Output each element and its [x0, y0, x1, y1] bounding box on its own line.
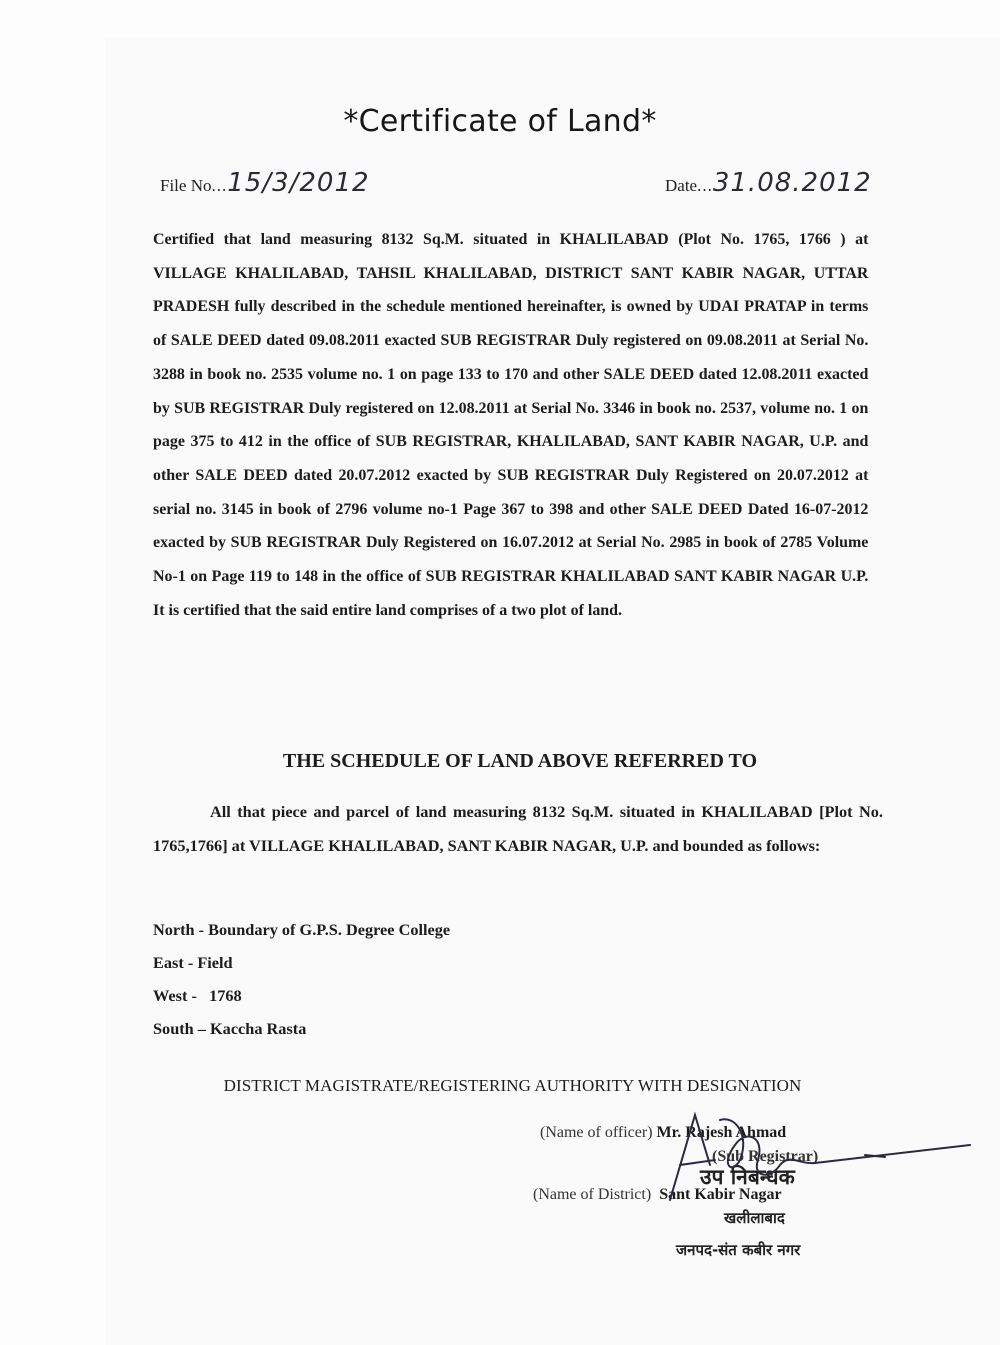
- file-number-dots: ...: [211, 176, 228, 195]
- stamp-district: जनपद-संत कबीर नगर: [676, 1241, 801, 1259]
- officer-label: (Name of officer): [540, 1124, 653, 1141]
- file-number-field: [160, 168, 370, 198]
- date-label: Date: [665, 176, 698, 195]
- district-label: (Name of District): [533, 1186, 652, 1203]
- boundary-direction: West: [153, 986, 188, 1005]
- authority-heading: DISTRICT MAGISTRATE/REGISTERING AUTHORITY WITH DESIGNATION: [223, 1076, 802, 1095]
- boundary-direction: South: [153, 1019, 194, 1038]
- boundary-north: [153, 916, 450, 949]
- boundary-value: Boundary of G.P.S. Degree College: [208, 920, 451, 939]
- boundary-separator: -: [194, 920, 209, 939]
- boundary-value: Field: [197, 953, 233, 972]
- stamp-title: उप निबन्धक: [700, 1165, 795, 1189]
- file-number-label: File No: [160, 176, 212, 195]
- boundary-separator: –: [193, 1019, 211, 1038]
- boundary-west: [153, 982, 450, 1015]
- officer-name: Mr. Rajesh Ahmad: [656, 1124, 787, 1141]
- file-number-value: 15/3/2012: [227, 168, 370, 198]
- boundary-south: [153, 1015, 450, 1048]
- boundary-separator: -: [187, 986, 210, 1005]
- boundary-value: Kaccha Rasta: [210, 1019, 307, 1038]
- district-name: Sant Kabir Nagar: [659, 1186, 782, 1203]
- certificate-body-paragraph: Certified that land measuring 8132 Sq.M. situated in KHALILABAD (Plot No. 1765, 1766 ) at VILLAGE KHALILABAD, TAHSIL KHALILABAD, DISTRICT SANT KABIR NAGAR, UTTAR PRADESH fully described in the schedule mentioned hereinafter, is owned by UDAI PRATAP in terms of SALE DEED dated 09.08.2011 exacted SUB REGISTRAR Duly registered on 09.08.2011 at Serial No. 3288 in book no. 2535 volume no. 1 on page 133 to 170 and other SALE DEED dated 12.08.2011 exacted by SUB REGISTRAR Duly registered on 12.08.2011 at Serial No. 3346 in book no. 2537, volume no. 1 on page 375 to 412 in the office of SUB REGISTRAR, KHALILABAD, SANT KABIR NAGAR, U.P. and other SALE DEED dated 20.07.2012 exacted by SUB REGISTRAR Duly Registered on 20.07.2012 at serial no. 3145 in book of 2796 volume no-1 Page 367 to 398 and other SALE DEED Dated 16-07-2012 exacted by SUB REGISTRAR Duly Registered on 16.07.2012 at Serial No. 2985 in book of 2785 Volume No-1 on Page 119 to 148 in the office of SUB REGISTRAR KHALILABAD SANT KABIR NAGAR U.P. It is certified that the said entire land comprises of a two plot of land.: [153, 229, 869, 619]
- boundary-list: [153, 916, 450, 1048]
- boundary-separator: -: [183, 953, 198, 972]
- boundary-value: 1768: [209, 986, 242, 1005]
- boundary-east: [153, 949, 450, 982]
- stamp-city: खलीलाबाद: [724, 1209, 785, 1227]
- date-field: [665, 168, 872, 198]
- date-value: 31.08.2012: [712, 168, 872, 198]
- boundary-direction: North: [153, 920, 195, 939]
- schedule-paragraph: All that piece and parcel of land measuring 8132 Sq.M. situated in KHALILABAD [Plot No. 1765,1766] at VILLAGE KHALILABAD, SANT KABIR NAGAR, U.P. and bounded as follows:: [153, 802, 883, 855]
- officer-line: [540, 1124, 786, 1142]
- date-dots: ...: [697, 176, 713, 195]
- officer-designation: (Sub Registrar): [712, 1148, 819, 1165]
- document-title: *Certificate of Land*: [343, 104, 657, 139]
- boundary-direction: East: [153, 953, 184, 972]
- schedule-heading: THE SCHEDULE OF LAND ABOVE REFERRED TO: [282, 750, 758, 772]
